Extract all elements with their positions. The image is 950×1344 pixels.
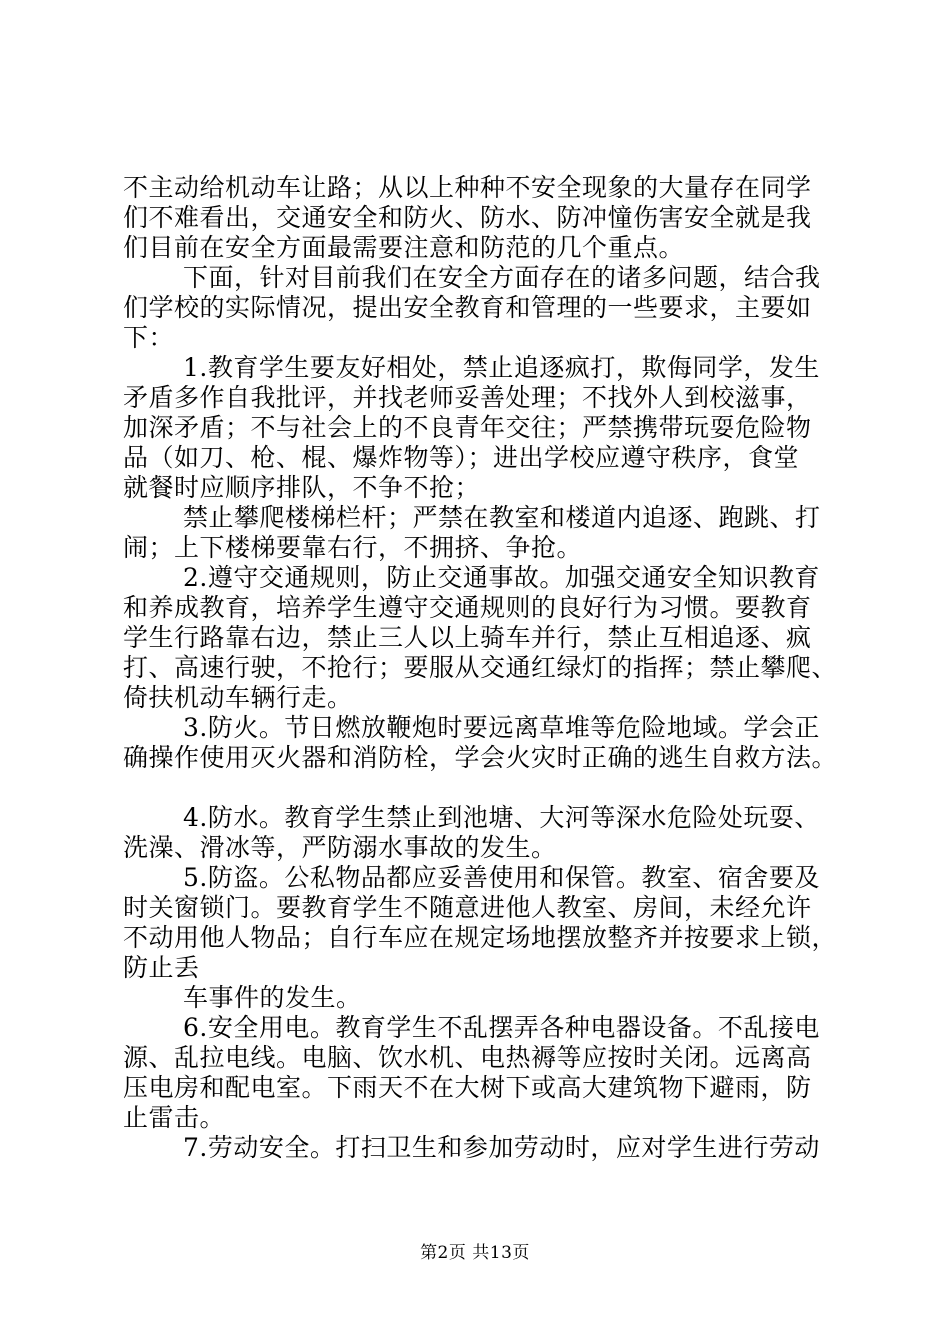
text-line: 止雷击。 <box>123 1103 226 1132</box>
text-line: 矛盾多作自我批评，并找老师妥善处理；不找外人到校滋事， <box>123 383 812 412</box>
text-line: 打、高速行驶，不抢行；要服从交通红绿灯的指挥；禁止攀爬、 <box>123 653 838 682</box>
text-line: 确操作使用灭火器和消防栓，学会火灾时正确的逃生自救方法。 <box>123 743 838 772</box>
text-line: 加深矛盾；不与社会上的不良青年交往；严禁携带玩耍危险物 <box>123 413 812 442</box>
item-3-line: 3.防火。节日燃放鞭炮时要远离草堆等危险地域。学会正 <box>183 713 820 742</box>
paragraph-start-line: 禁止攀爬楼梯栏杆；严禁在教室和楼道内追逐、跑跳、打 <box>183 503 821 532</box>
text-line: 车事件的发生。 <box>183 983 362 1012</box>
text-line: 倚扶机动车辆行走。 <box>123 683 353 712</box>
text-line: 压电房和配电室。下雨天不在大树下或高大建筑物下避雨，防 <box>123 1073 812 1102</box>
text-line: 品（如刀、枪、棍、爆炸物等）；进出学校应遵守秩序，食堂 <box>123 443 800 472</box>
text-line: 下： <box>123 323 175 352</box>
item-4-line: 4.防水。教育学生禁止到池塘、大河等深水危险处玩耍、 <box>183 803 820 832</box>
item-1-line: 1.教育学生要友好相处，禁止追逐疯打，欺侮同学，发生 <box>183 353 820 382</box>
blank-line <box>123 773 843 803</box>
item-2-line: 2.遵守交通规则，防止交通事故。加强交通安全知识教育 <box>183 563 820 592</box>
text-line: 不主动给机动车让路；从以上种种不安全现象的大量存在同学 <box>123 173 812 202</box>
text-line: 洗澡、滑冰等，严防溺水事故的发生。 <box>123 833 557 862</box>
text-line: 防止丢 <box>123 953 200 982</box>
page-number-footer: 第2页 共13页 <box>420 1243 530 1263</box>
item-6-line: 6.安全用电。教育学生不乱摆弄各种电器设备。不乱接电 <box>183 1013 820 1042</box>
text-line: 源、乱拉电线。电脑、饮水机、电热褥等应按时关闭。远离高 <box>123 1043 812 1072</box>
text-line: 和养成教育，培养学生遵守交通规则的良好行为习惯。要教育 <box>123 593 812 622</box>
text-line: 时关窗锁门。要教育学生不随意进他人教室、房间，未经允许 <box>123 893 812 922</box>
paragraph-start-line: 下面，针对目前我们在安全方面存在的诸多问题，结合我 <box>183 263 821 292</box>
text-line: 们学校的实际情况，提出安全教育和管理的一些要求，主要如 <box>123 293 812 322</box>
text-line: 不动用他人物品；自行车应在规定场地摆放整齐并按要求上锁， <box>123 923 838 952</box>
item-5-line: 5.防盗。公私物品都应妥善使用和保管。教室、宿舍要及 <box>183 863 820 892</box>
text-line: 们不难看出，交通安全和防火、防水、防冲憧伤害安全就是我 <box>123 203 812 232</box>
text-line: 闹；上下楼梯要靠右行，不拥挤、争抢。 <box>123 533 583 562</box>
text-line: 就餐时应顺序排队，不争不抢； <box>123 473 481 502</box>
document-body <box>123 173 843 1163</box>
text-line: 学生行路靠右边，禁止三人以上骑车并行，禁止互相追逐、疯 <box>123 623 812 652</box>
text-line: 们目前在安全方面最需要注意和防范的几个重点。 <box>123 233 685 262</box>
item-7-line: 7.劳动安全。打扫卫生和参加劳动时，应对学生进行劳动 <box>183 1133 820 1162</box>
